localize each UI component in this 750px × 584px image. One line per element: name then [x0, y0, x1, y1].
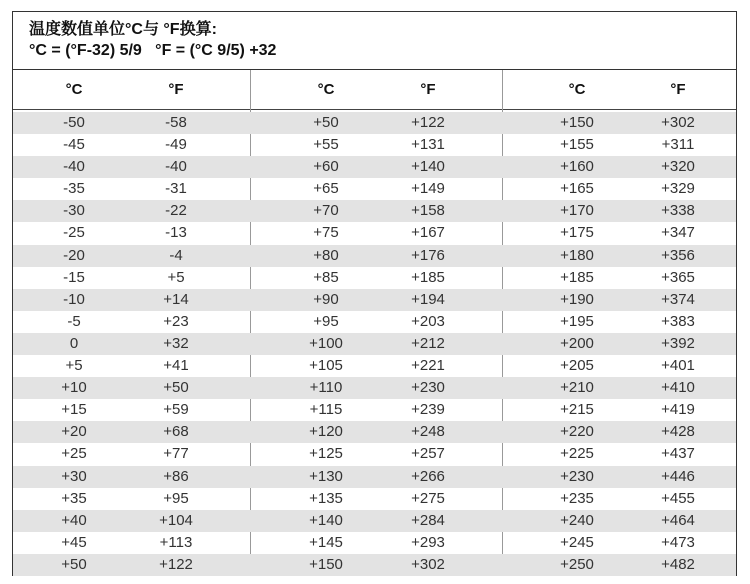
fahrenheit-cell: +140 — [411, 158, 445, 176]
fahrenheit-cell: +284 — [411, 511, 445, 529]
table-title — [13, 12, 736, 70]
celsius-cell: +85 — [313, 268, 339, 286]
fahrenheit-cell: +221 — [411, 357, 445, 375]
celsius-cell: -30 — [63, 202, 85, 220]
celsius-cell: -20 — [63, 246, 85, 264]
celsius-cell: +70 — [313, 202, 339, 220]
fahrenheit-cell: +32 — [163, 334, 189, 352]
celsius-cell: +250 — [560, 555, 594, 573]
table-row — [13, 222, 736, 244]
table-row — [13, 200, 736, 222]
celsius-cell: +235 — [560, 489, 594, 507]
fahrenheit-cell: +266 — [411, 467, 445, 485]
fahrenheit-cell: +122 — [159, 555, 193, 573]
celsius-cell: +10 — [61, 379, 87, 397]
fahrenheit-cell: +104 — [159, 511, 193, 529]
fahrenheit-cell: +464 — [661, 511, 695, 529]
table-row — [13, 532, 736, 554]
fahrenheit-cell: +131 — [411, 136, 445, 154]
table-row — [13, 554, 736, 576]
title-heading: 温度数值单位°C与 °F换算: — [29, 21, 217, 38]
fahrenheit-cell: +356 — [661, 246, 695, 264]
celsius-cell: +115 — [309, 401, 343, 419]
table-row — [13, 245, 736, 267]
table-row — [13, 355, 736, 377]
celsius-cell: +245 — [560, 533, 594, 551]
fahrenheit-cell: +23 — [163, 312, 189, 330]
celsius-cell: +140 — [309, 511, 343, 529]
fahrenheit-cell: +149 — [411, 180, 445, 198]
table-row — [13, 156, 736, 178]
fahrenheit-cell: +5 — [167, 268, 185, 286]
fahrenheit-cell: +347 — [661, 224, 695, 242]
fahrenheit-cell: +77 — [163, 445, 189, 463]
table-row — [13, 421, 736, 443]
celsius-cell: +60 — [313, 158, 339, 176]
celsius-cell: +25 — [61, 445, 87, 463]
celsius-cell: +50 — [61, 555, 87, 573]
celsius-cell: +35 — [61, 489, 87, 507]
celsius-cell: +135 — [309, 489, 343, 507]
conversion-formula: °C = (°F-32) 5/9 °F = (°C 9/5) +32 — [29, 42, 277, 59]
celsius-cell: +100 — [309, 334, 343, 352]
header-celsius-1: °C — [65, 81, 83, 98]
fahrenheit-cell: +41 — [163, 357, 189, 375]
fahrenheit-cell: +239 — [411, 401, 445, 419]
celsius-cell: -5 — [67, 312, 81, 330]
celsius-cell: +65 — [313, 180, 339, 198]
fahrenheit-cell: +248 — [411, 423, 445, 441]
fahrenheit-cell: +302 — [411, 555, 445, 573]
column-header-row — [13, 70, 736, 110]
fahrenheit-cell: +50 — [163, 379, 189, 397]
fahrenheit-cell: +230 — [411, 379, 445, 397]
fahrenheit-cell: -4 — [169, 246, 183, 264]
fahrenheit-cell: +113 — [159, 533, 193, 551]
table-row — [13, 510, 736, 532]
table-row — [13, 267, 736, 289]
celsius-cell: 0 — [69, 334, 79, 352]
fahrenheit-cell: +302 — [661, 114, 695, 131]
fahrenheit-cell: +419 — [661, 401, 695, 419]
fahrenheit-cell: +329 — [661, 180, 695, 198]
celsius-cell: +190 — [560, 290, 594, 308]
celsius-cell: +90 — [313, 290, 339, 308]
fahrenheit-cell: +437 — [661, 445, 695, 463]
table-body — [13, 112, 736, 576]
celsius-cell: +80 — [313, 246, 339, 264]
table-row — [13, 488, 736, 510]
fahrenheit-cell: +392 — [661, 334, 695, 352]
header-fahrenheit-1: °F — [168, 81, 184, 98]
celsius-cell: +180 — [560, 246, 594, 264]
celsius-cell: -35 — [63, 180, 85, 198]
fahrenheit-cell: -13 — [165, 224, 187, 242]
celsius-cell: +120 — [309, 423, 343, 441]
celsius-cell: +125 — [309, 445, 343, 463]
celsius-cell: +220 — [560, 423, 594, 441]
celsius-cell: -40 — [63, 158, 85, 176]
fahrenheit-cell: +212 — [411, 334, 445, 352]
celsius-cell: +155 — [560, 136, 594, 154]
table-row — [13, 443, 736, 465]
celsius-cell: +30 — [61, 467, 87, 485]
celsius-cell: +230 — [560, 467, 594, 485]
celsius-cell: -50 — [63, 114, 85, 131]
celsius-cell: +75 — [313, 224, 339, 242]
celsius-cell: -10 — [63, 290, 85, 308]
celsius-cell: +145 — [309, 533, 343, 551]
celsius-cell: +150 — [560, 114, 594, 131]
header-fahrenheit-3: °F — [670, 81, 686, 98]
table-row — [13, 178, 736, 200]
fahrenheit-cell: +257 — [411, 445, 445, 463]
fahrenheit-cell: +14 — [163, 290, 189, 308]
celsius-cell: +195 — [560, 312, 594, 330]
fahrenheit-cell: +482 — [661, 555, 695, 573]
celsius-cell: +95 — [313, 312, 339, 330]
celsius-cell: +200 — [560, 334, 594, 352]
fahrenheit-cell: +311 — [661, 136, 695, 154]
fahrenheit-cell: +95 — [163, 489, 189, 507]
header-celsius-3: °C — [568, 81, 586, 98]
celsius-cell: +150 — [309, 555, 343, 573]
celsius-cell: +5 — [65, 357, 83, 375]
fahrenheit-cell: +185 — [411, 268, 445, 286]
celsius-cell: +240 — [560, 511, 594, 529]
fahrenheit-cell: +320 — [661, 158, 695, 176]
table-row — [13, 333, 736, 355]
celsius-cell: +170 — [560, 202, 594, 220]
fahrenheit-cell: +194 — [411, 290, 445, 308]
fahrenheit-cell: +401 — [661, 357, 695, 375]
celsius-cell: -25 — [63, 224, 85, 242]
fahrenheit-cell: -49 — [165, 136, 187, 154]
table-row — [13, 289, 736, 311]
fahrenheit-cell: +455 — [661, 489, 695, 507]
table-row — [13, 399, 736, 421]
celsius-cell: +225 — [560, 445, 594, 463]
table-row — [13, 311, 736, 333]
celsius-cell: +185 — [560, 268, 594, 286]
celsius-cell: -15 — [63, 268, 85, 286]
fahrenheit-cell: +176 — [411, 246, 445, 264]
celsius-cell: +210 — [560, 379, 594, 397]
fahrenheit-cell: +383 — [661, 312, 695, 330]
fahrenheit-cell: +446 — [661, 467, 695, 485]
fahrenheit-cell: +338 — [661, 202, 695, 220]
fahrenheit-cell: +68 — [163, 423, 189, 441]
celsius-cell: +165 — [560, 180, 594, 198]
celsius-cell: +55 — [313, 136, 339, 154]
table-row — [13, 466, 736, 488]
fahrenheit-cell: +293 — [411, 533, 445, 551]
fahrenheit-cell: +86 — [163, 467, 189, 485]
table-row — [13, 112, 736, 134]
celsius-cell: -45 — [63, 136, 85, 154]
celsius-cell: +20 — [61, 423, 87, 441]
celsius-cell: +205 — [560, 357, 594, 375]
fahrenheit-cell: +473 — [661, 533, 695, 551]
conversion-table — [12, 11, 737, 576]
celsius-cell: +40 — [61, 511, 87, 529]
fahrenheit-cell: +365 — [661, 268, 695, 286]
celsius-cell: +110 — [309, 379, 343, 397]
table-row — [13, 377, 736, 399]
fahrenheit-cell: +59 — [163, 401, 189, 419]
celsius-cell: +45 — [61, 533, 87, 551]
celsius-cell: +160 — [560, 158, 594, 176]
fahrenheit-cell: +167 — [411, 224, 445, 242]
celsius-cell: +175 — [560, 224, 594, 242]
header-fahrenheit-2: °F — [420, 81, 436, 98]
fahrenheit-cell: +410 — [661, 379, 695, 397]
fahrenheit-cell: +374 — [661, 290, 695, 308]
celsius-cell: +215 — [560, 401, 594, 419]
header-celsius-2: °C — [317, 81, 335, 98]
celsius-cell: +50 — [313, 114, 339, 131]
fahrenheit-cell: +158 — [411, 202, 445, 220]
fahrenheit-cell: -40 — [165, 158, 187, 176]
fahrenheit-cell: -31 — [165, 180, 187, 198]
celsius-cell: +15 — [61, 401, 87, 419]
celsius-cell: +105 — [309, 357, 343, 375]
fahrenheit-cell: -22 — [165, 202, 187, 220]
fahrenheit-cell: +428 — [661, 423, 695, 441]
fahrenheit-cell: +122 — [411, 114, 445, 131]
fahrenheit-cell: +275 — [411, 489, 445, 507]
celsius-cell: +130 — [309, 467, 343, 485]
table-row — [13, 134, 736, 156]
fahrenheit-cell: -58 — [165, 114, 187, 131]
fahrenheit-cell: +203 — [411, 312, 445, 330]
